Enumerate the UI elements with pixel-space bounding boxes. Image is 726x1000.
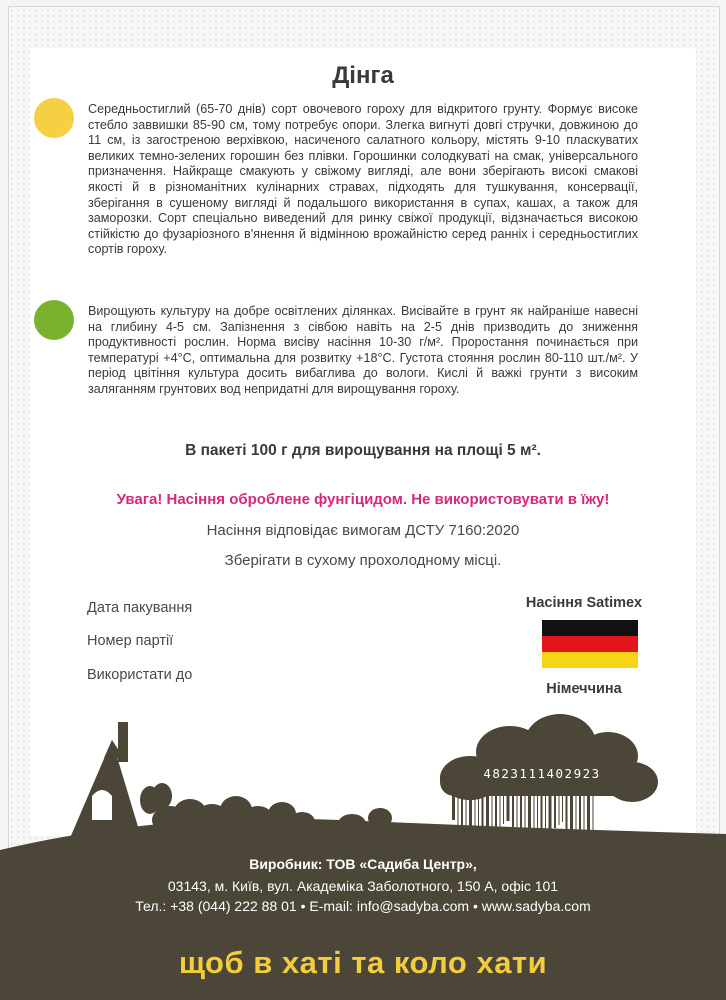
barcode-bar [512, 792, 514, 858]
barcode-bar [576, 792, 577, 853]
barcode-bar [528, 792, 531, 846]
barcode-bar [475, 792, 476, 845]
barcode-bar [549, 792, 552, 831]
producer-name: Виробник: ТОВ «Садиба Центр», [249, 856, 477, 872]
cloud-icon [440, 714, 658, 802]
barcode-bar [534, 792, 535, 843]
yellow-circle-icon [34, 98, 74, 138]
barcode-bar [486, 792, 489, 836]
cultivation-instructions: Вирощують культуру на добре освітлених ділянках. Висівайте в грунт як найраніше навесні на глибину 4-5 см. Запізнення з сівбою навіть на 2-5 днів призводить до зниження продуктивності рослин. Норма висіву насіння 10-30 г/м². Проростання починається при температурі +4°С, оптимальна для розвитку +18°С. Густота стояння рослин 80-110 шт./м². У період цвітіння культура досить вибаглива до вологи. Кислі й важкі грунти з високим заляганням грунтових вод непридатні для вирощування гороху. [88, 304, 638, 396]
standard-compliance: Насіння відповідає вимогам ДСТУ 7160:2020 [206, 522, 520, 539]
barcode-bar [525, 792, 526, 849]
seed-brand: Насіння Satimex [525, 595, 643, 611]
barcode-bar [507, 792, 510, 821]
barcode-bar [541, 792, 543, 837]
origin-country: Німеччина [546, 681, 622, 697]
barcode-bar [478, 792, 479, 842]
germany-flag-icon [542, 620, 638, 668]
barcode-bar [461, 792, 463, 854]
barcode-bar [482, 792, 484, 839]
producer-address: 03143, м. Київ, вул. Академіка Заболотного, 150 А, офіс 101 [167, 878, 559, 894]
batch-number-label: Номер партії [87, 633, 174, 649]
green-circle-icon [34, 300, 74, 340]
producer-contacts: Тел.: +38 (044) 222 88 01 • E-mail: info@sadyba.com • www.sadyba.com [135, 898, 591, 914]
barcode-bar [570, 792, 573, 856]
flag-stripe-red [542, 636, 638, 652]
variety-title: Дінга [332, 62, 394, 89]
barcode-bar [492, 792, 493, 833]
barcode-bar [584, 792, 585, 847]
barcode-bar [517, 792, 518, 855]
barcode-bar [458, 792, 459, 857]
barcode-bar [452, 792, 455, 820]
barcode-bar [500, 792, 501, 827]
barcode-bar [593, 792, 594, 841]
flag-stripe-gold [542, 652, 638, 668]
packet-weight-info: В пакеті 100 г для вирощування на площі 5 м². [185, 442, 541, 459]
barcode-bar [587, 792, 590, 844]
barcode-bar [466, 792, 467, 851]
barcode-bar [554, 792, 556, 828]
barcode-number: 4823111402923 [483, 766, 601, 781]
barcode-bar [559, 792, 560, 825]
barcode-bar [503, 792, 504, 824]
flag-stripe-black [542, 620, 638, 636]
barcode-bar [562, 792, 563, 822]
packing-date-label: Дата пакування [87, 600, 193, 616]
fungicide-warning: Увага! Насіння оброблене фунгіцидом. Не використовувати в їжу! [116, 491, 610, 508]
use-by-label: Використати до [87, 667, 193, 683]
barcode-bar [566, 792, 568, 859]
brand-slogan: щоб в хаті та коло хати [178, 945, 548, 980]
barcode-bar [579, 792, 581, 850]
barcode-bar [520, 792, 522, 852]
barcode-bar [495, 792, 497, 830]
barcode-bar [545, 792, 546, 834]
storage-instructions: Зберігати в сухому прохолодному місці. [224, 552, 502, 569]
house-icon [70, 722, 142, 840]
barcode-bar [537, 792, 538, 840]
barcode-bar [469, 792, 472, 848]
variety-description: Середньостиглий (65-70 днів) сорт овочевого гороху для відкритого грунту. Формує високе стебло заввишки 85-90 см, тому потребує опори. Злегка вигнуті довгі стручки, довжиною до 11 см, із загостреною верхівкою, насиченого салатного кольору, містять 9-10 пласкуватих великих темно-зелених горошин без плівки. Горошинки солодкуваті на смак, універсального призначення. Найкраще смакують у свіжому вигляді, але вони зберігають високі смакові якості й в різноманітних кулінарних стравах, підходять для тушкування, консервації, зберігання в сушеному вигляді й подальшого використання в супах, кашах, а також для заморозки. Сорт спеціально виведений для ринку свіжої продукції, відзначається високою стійкістю до фузаріозного в'янення й відмінною врожайністю серед ранніх і середньостиглих сортів гороху. [88, 102, 638, 257]
